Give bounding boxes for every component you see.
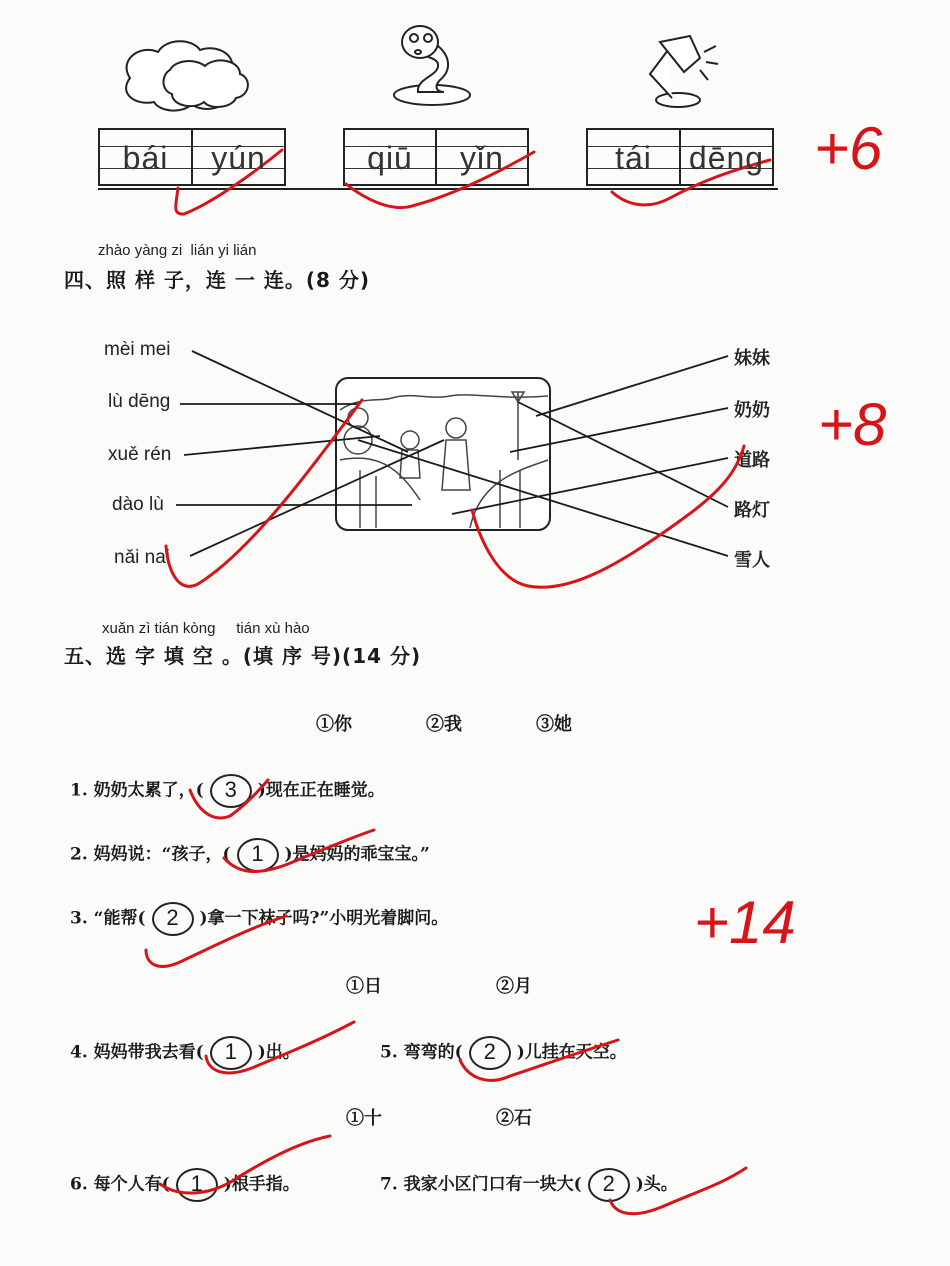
- pinyin-cell: yún: [193, 130, 284, 184]
- option-ta: ③她: [536, 714, 572, 735]
- left-word-xueren: xuě rén: [108, 444, 172, 465]
- pinyin-cell: tái: [588, 130, 681, 184]
- right-word-ludeng: 路灯: [734, 500, 770, 521]
- question-6: 6. 每个人有( 1 )根手指。: [70, 1168, 300, 1202]
- section4-pinyin: zhào yàng zi lián yi lián: [98, 242, 257, 259]
- left-word-meimei: mèi mei: [104, 339, 171, 360]
- left-word-ludeng: lù dēng: [108, 391, 171, 412]
- section5-pinyin: xuǎn zì tián kòng tián xù hào: [102, 620, 310, 637]
- right-word-meimei: 妹妹: [734, 348, 770, 369]
- question-1: 1. 奶奶太累了，( 3 )现在正在睡觉。: [70, 774, 385, 808]
- option-yue: ②月: [496, 976, 532, 997]
- check-mark: [472, 446, 744, 587]
- left-word-nainai: nǎi nai: [114, 547, 170, 568]
- check-mark: [146, 916, 286, 966]
- pinyin-cell: bái: [100, 130, 193, 184]
- option-wo: ②我: [426, 714, 462, 735]
- left-word-daolu: dào lù: [112, 494, 164, 515]
- pinyin-cell: yǐn: [437, 130, 527, 184]
- check-mark: [206, 1022, 354, 1073]
- right-word-xueren: 雪人: [734, 550, 770, 571]
- check-mark: [224, 830, 374, 872]
- score-section5: +14: [694, 889, 796, 956]
- check-mark: [460, 1040, 618, 1080]
- answer-circle: 3: [210, 774, 252, 808]
- answer-circle: 1: [176, 1168, 218, 1202]
- section5-title: 五、选 字 填 空 。(填 序 号)(14 分): [64, 644, 422, 668]
- check-mark: [166, 400, 362, 586]
- option-shi-stone: ②石: [496, 1108, 532, 1129]
- check-mark: [190, 780, 268, 818]
- check-mark: [610, 1168, 746, 1214]
- section4-title: 四、照 样 子，连 一 连。(8 分): [64, 268, 371, 292]
- check-mark: [160, 1136, 330, 1193]
- score-section3: +6: [814, 115, 883, 182]
- score-section4: +8: [818, 391, 887, 458]
- option-shi-ten: ①十: [346, 1108, 382, 1129]
- question-5: 5. 弯弯的( 2 )儿挂在天空。: [380, 1036, 627, 1070]
- pinyin-cell: dēng: [681, 130, 772, 184]
- question-7: 7. 我家小区门口有一块大( 2 )头。: [380, 1168, 678, 1202]
- question-2: 2. 妈妈说：“孩子，( 1 )是妈妈的乖宝宝。”: [70, 838, 430, 872]
- right-word-nainai: 奶奶: [734, 400, 770, 421]
- answer-circle: 2: [588, 1168, 630, 1202]
- answer-circle: 1: [237, 838, 279, 872]
- option-ri: ①日: [346, 976, 382, 997]
- option-ni: ①你: [316, 714, 352, 735]
- answer-circle: 2: [152, 902, 194, 936]
- answer-circle: 2: [469, 1036, 511, 1070]
- right-word-daolu: 道路: [734, 450, 770, 471]
- answer-circle: 1: [210, 1036, 252, 1070]
- pinyin-cell: qiū: [345, 130, 437, 184]
- question-4: 4. 妈妈带我去看( 1 )出。: [70, 1036, 300, 1070]
- question-3: 3. “能帮( 2 )拿一下袜子吗?”小明光着脚问。: [70, 902, 448, 936]
